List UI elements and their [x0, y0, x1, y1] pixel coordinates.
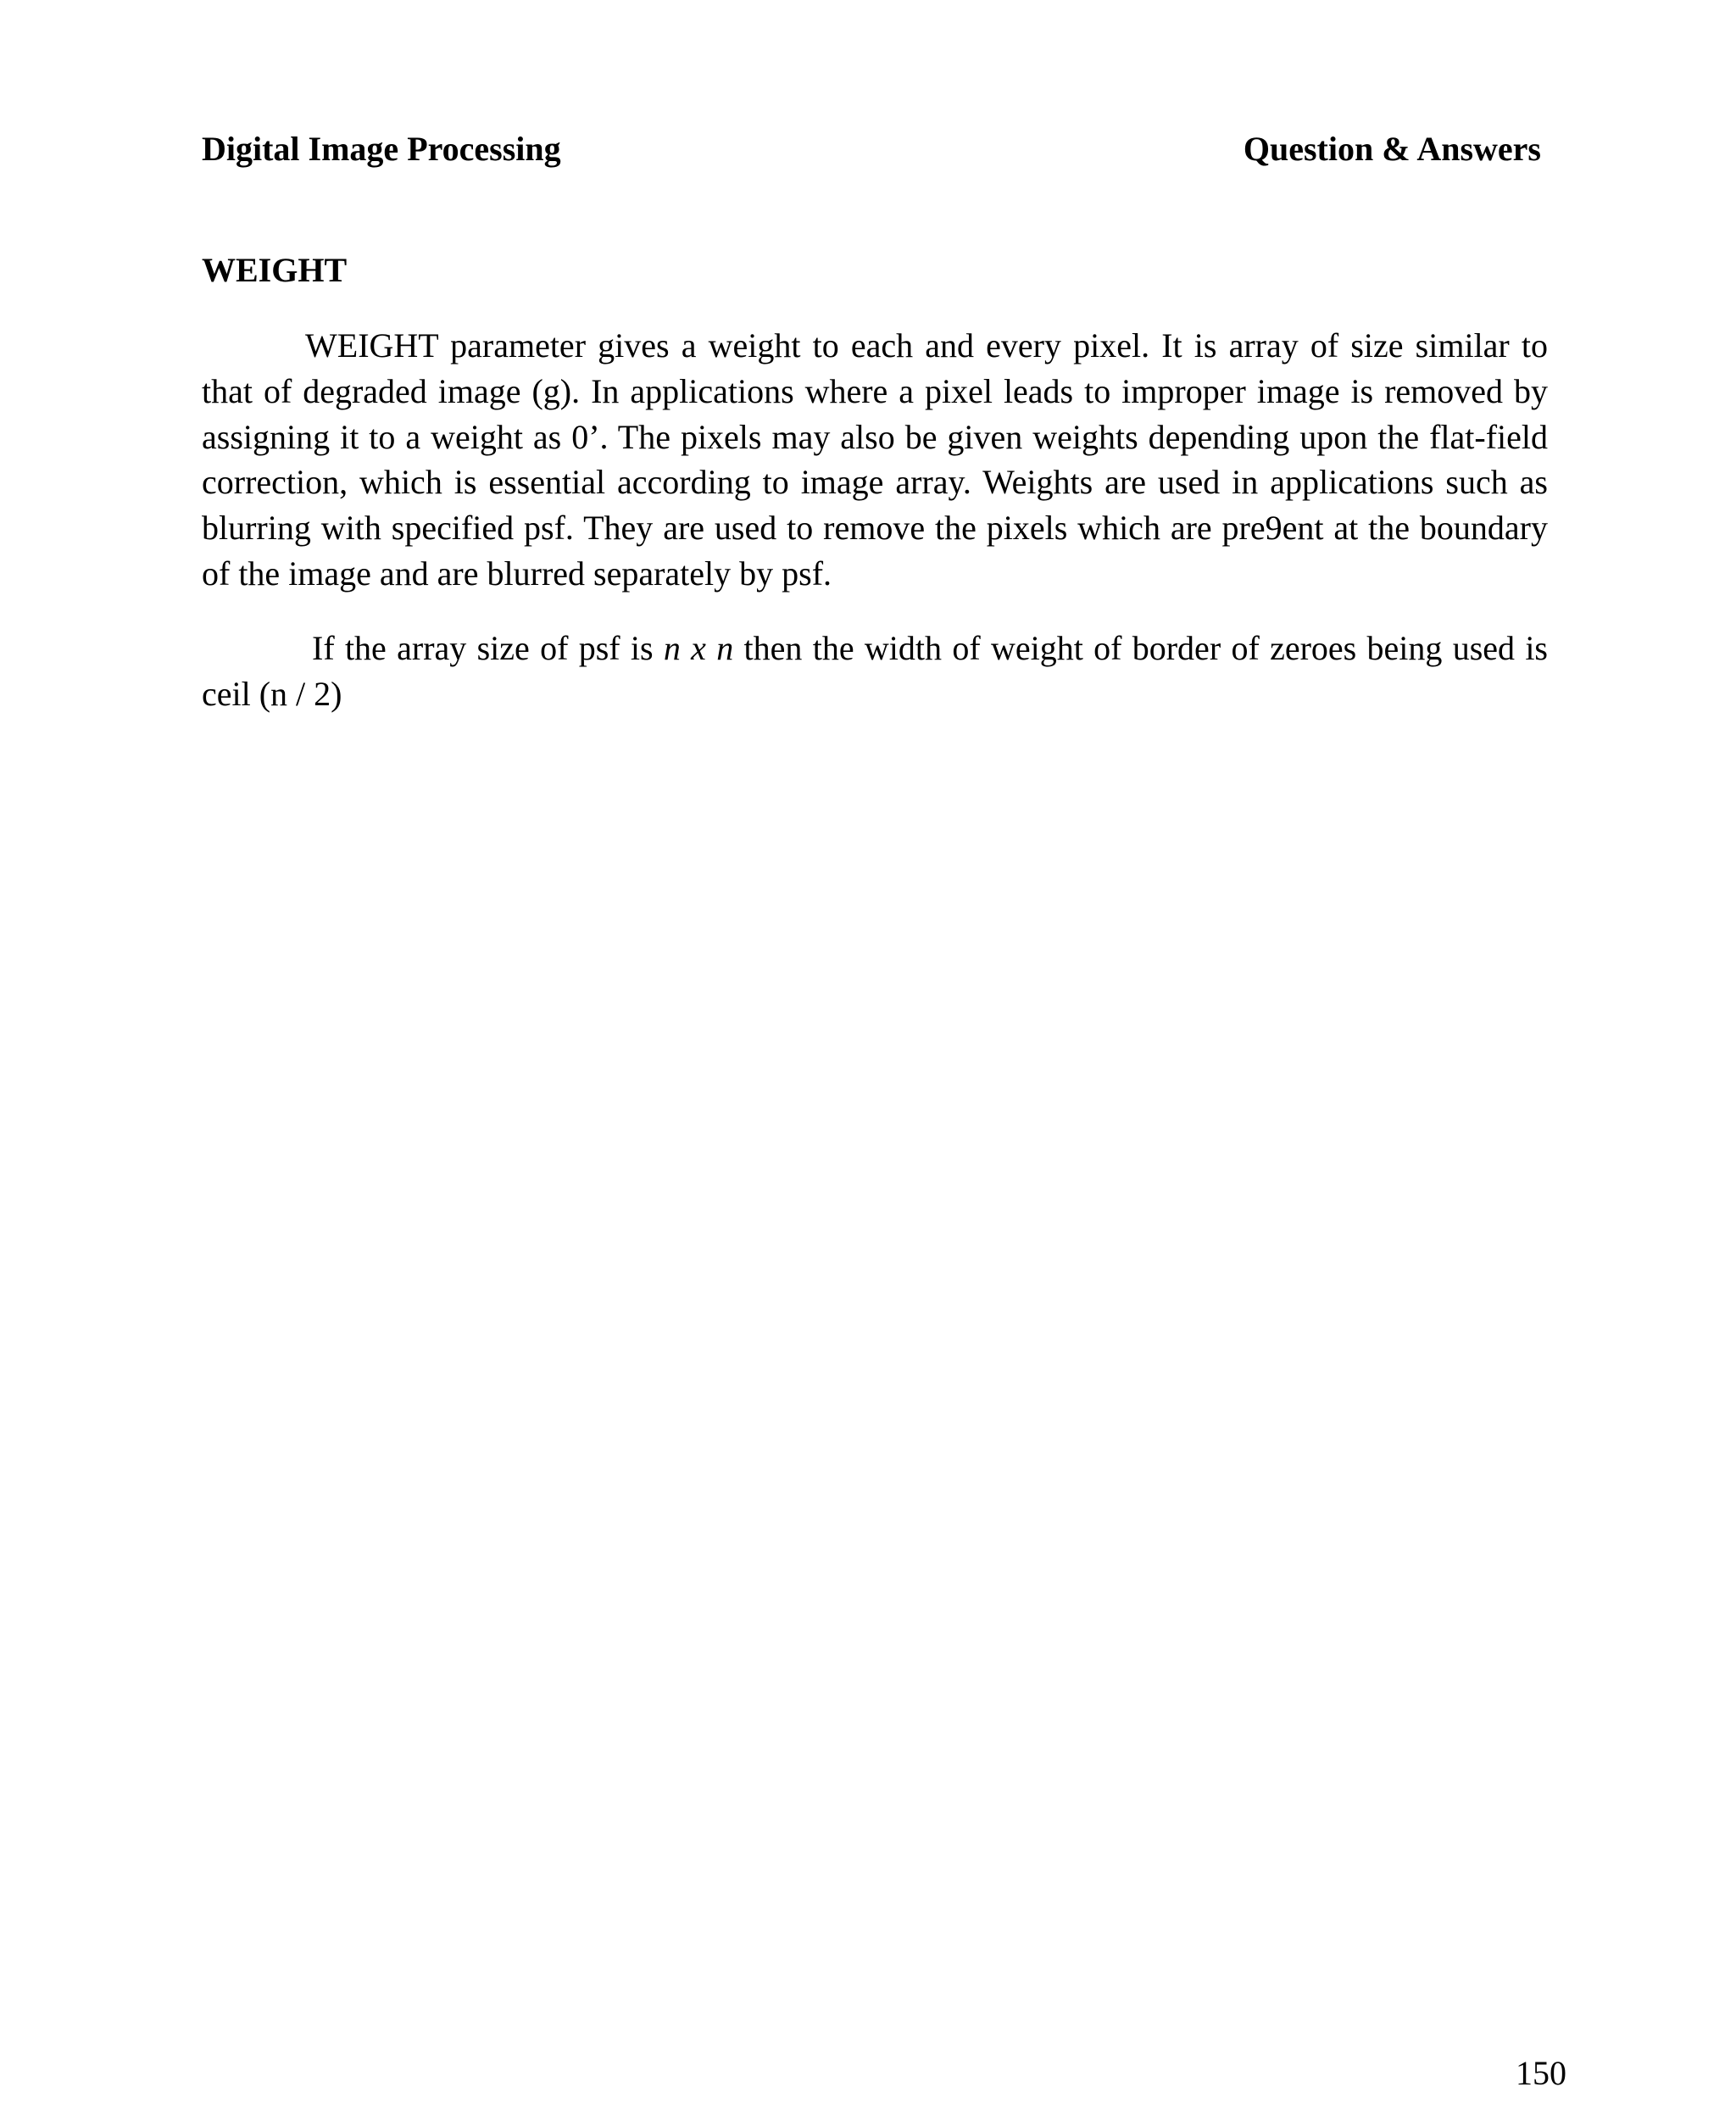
- header-section-title: Question & Answers: [1243, 130, 1541, 168]
- page-header: [202, 129, 1541, 180]
- paragraph2-start: If the array size of psf is: [312, 629, 664, 667]
- page-number: 150: [1516, 2054, 1566, 2092]
- paragraph-psf-border: [202, 626, 1548, 717]
- header-book-title: Digital Image Processing: [202, 130, 561, 168]
- section-heading: WEIGHT: [202, 251, 348, 289]
- paragraph2-italic-term: n x n: [663, 629, 734, 667]
- paragraph2-end: then the width of weight of border of zeroes being used is ceil (n / 2): [202, 629, 1548, 713]
- paragraph-weight-description: WEIGHT parameter gives a weight to each and every pixel. It is array of size similar to that of degraded image (g). In applications where a pixel leads to improper image is removed by assigning it to a weight as 0’. The pixels may also be given weights depending upon the flat-field correction, which is essential according to image array. Weights are used in applications such as blurring with specified psf. They are used to remove the pixels which are pre9ent at the boundary of the image and are blurred separately by psf.: [202, 326, 1548, 593]
